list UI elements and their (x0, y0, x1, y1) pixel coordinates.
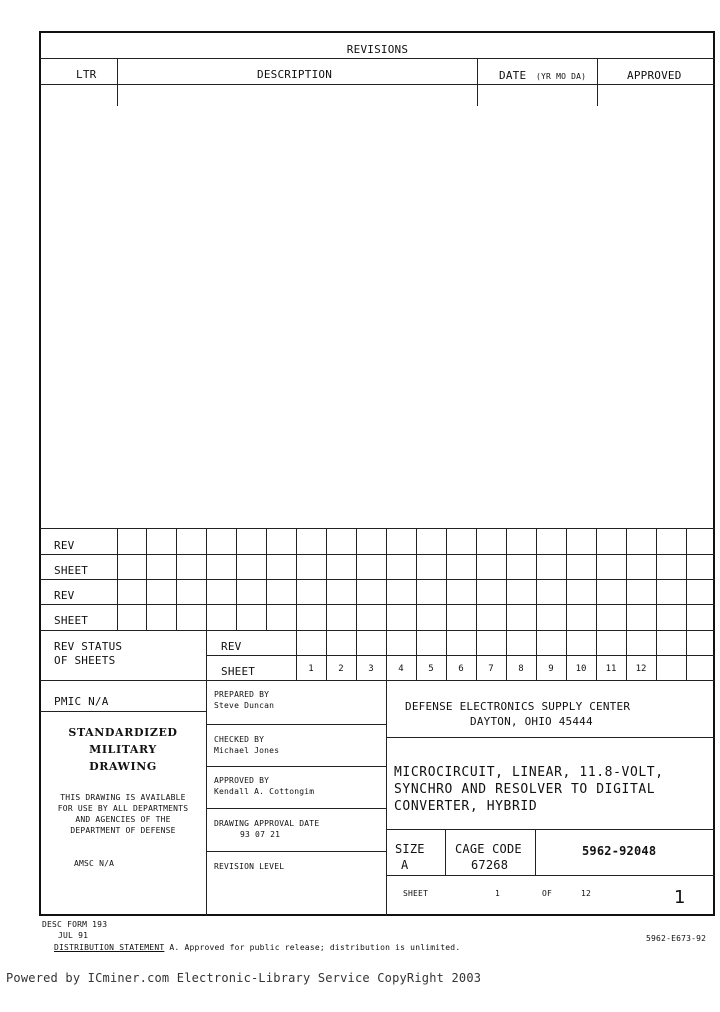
sheet-label: SHEET (221, 665, 256, 678)
grid-column-line (476, 528, 477, 630)
divider (386, 737, 715, 738)
sheet-row-label: SHEET (54, 564, 89, 577)
grid-column-line (536, 528, 537, 630)
description-header: DESCRIPTION (257, 68, 333, 81)
distribution-label: DISTRIBUTION STATEMENT (54, 943, 165, 952)
document-code: 5962-E673-92 (646, 934, 707, 943)
grid-column-line (236, 528, 237, 630)
sheet-label: SHEET (403, 889, 429, 898)
checked-by-name: Michael Jones (214, 746, 280, 755)
grid-column-line (416, 528, 417, 630)
sheet-number: 4 (398, 664, 404, 674)
sheet-number: 12 (635, 664, 647, 674)
standardized-title: STANDARDIZED (68, 726, 178, 739)
cage-code-label: CAGE CODE (455, 842, 522, 856)
grid-column-line (266, 528, 267, 630)
divider (477, 58, 478, 106)
divider (40, 58, 715, 59)
grid-column-line (326, 528, 327, 630)
grid-column-line (686, 528, 687, 630)
sheet-number: 11 (605, 664, 617, 674)
powered-by-notice: Powered by ICminer.com Electronic-Library Service CopyRight 2003 (6, 971, 482, 985)
availability-note: AND AGENCIES OF THE (75, 815, 171, 824)
grid-line (40, 630, 715, 631)
divider (206, 766, 386, 767)
page-mark: 1 (674, 887, 686, 908)
grid-column-line (386, 528, 387, 630)
grid-column-line (176, 528, 177, 630)
approved-by-name: Kendall A. Cottongim (214, 787, 315, 796)
grid-column-line (446, 528, 447, 630)
grid-column-line (656, 630, 657, 680)
sheet-number: 5 (428, 664, 434, 674)
date-header: DATE (499, 69, 527, 82)
prepared-by-label: PREPARED BY (214, 690, 270, 699)
title-line: CONVERTER, HYBRID (394, 799, 538, 814)
sheet-number: 6 (458, 664, 464, 674)
divider (206, 724, 386, 725)
size-value: A (401, 858, 409, 872)
availability-note: THIS DRAWING IS AVAILABLE (60, 793, 186, 802)
divider (535, 829, 536, 875)
form-date: JUL 91 (58, 931, 89, 940)
grid-line (40, 528, 715, 529)
rev-status-label: OF SHEETS (54, 654, 116, 667)
of-label: OF (542, 889, 553, 898)
divider (445, 829, 446, 875)
amsc-label: AMSC N/A (74, 859, 115, 868)
date-format-label: (YR MO DA) (536, 72, 587, 81)
grid-column-line (206, 528, 207, 630)
drawing-title: DRAWING (89, 760, 157, 773)
availability-note: FOR USE BY ALL DEPARTMENTS (57, 804, 189, 813)
sheet-number: 10 (575, 664, 587, 674)
divider (117, 58, 118, 106)
sheet-number: 2 (338, 664, 344, 674)
rev-status-label: REV STATUS (54, 640, 123, 653)
drawing-number: 5962-92048 (582, 844, 657, 858)
rev-row-label: REV (54, 589, 75, 602)
approved-by-label: APPROVED BY (214, 776, 270, 785)
distribution-statement (54, 943, 460, 952)
checked-by-label: CHECKED BY (214, 735, 265, 744)
sheet-number: 8 (518, 664, 524, 674)
grid-column-line (656, 528, 657, 630)
divider (40, 84, 715, 85)
ltr-header: LTR (76, 68, 97, 81)
of-value: 12 (581, 889, 592, 898)
approval-date-value: 93 07 21 (240, 830, 281, 839)
divider (386, 680, 387, 916)
sheet-number: 1 (308, 664, 314, 674)
prepared-by-name: Steve Duncan (214, 701, 275, 710)
divider (386, 829, 715, 830)
approval-date-label: DRAWING APPROVAL DATE (214, 819, 320, 828)
grid-line (40, 680, 715, 681)
pmic-label: PMIC N/A (54, 695, 109, 708)
sheet-value: 1 (495, 889, 501, 898)
form-id: DESC FORM 193 (42, 920, 108, 929)
grid-line (206, 655, 715, 656)
divider (206, 808, 386, 809)
military-title: MILITARY (89, 743, 157, 756)
cage-code-value: 67268 (471, 858, 509, 872)
divider (206, 630, 207, 916)
sheet-row-label: SHEET (54, 614, 89, 627)
grid-column-line (296, 528, 297, 630)
sheet-number: 7 (488, 664, 494, 674)
rev-label: REV (221, 640, 242, 653)
rev-row-label: REV (54, 539, 75, 552)
grid-column-line (356, 528, 357, 630)
grid-line (40, 604, 715, 605)
grid-column-line (686, 630, 687, 680)
grid-column-line (626, 528, 627, 630)
availability-note: DEPARTMENT OF DEFENSE (70, 826, 176, 835)
agency-address: DAYTON, OHIO 45444 (470, 715, 593, 728)
grid-column-line (566, 528, 567, 630)
grid-column-line (117, 528, 118, 630)
revisions-title: REVISIONS (346, 43, 409, 56)
size-label: SIZE (395, 842, 425, 856)
sheet-number: 3 (368, 664, 374, 674)
sheet-number: 9 (548, 664, 554, 674)
grid-column-line (506, 528, 507, 630)
grid-column-line (596, 528, 597, 630)
divider (597, 58, 598, 106)
grid-column-line (146, 528, 147, 630)
grid-line (40, 554, 715, 555)
title-line: SYNCHRO AND RESOLVER TO DIGITAL (394, 782, 656, 797)
distribution-text: A. Approved for public release; distribution is unlimited. (164, 943, 461, 952)
title-line: MICROCIRCUIT, LINEAR, 11.8-VOLT, (394, 765, 664, 780)
divider (206, 851, 386, 852)
approved-header: APPROVED (627, 69, 682, 82)
divider (386, 875, 715, 876)
divider (40, 711, 206, 712)
grid-line (40, 579, 715, 580)
agency-name: DEFENSE ELECTRONICS SUPPLY CENTER (405, 700, 631, 713)
revision-level-label: REVISION LEVEL (214, 862, 285, 871)
